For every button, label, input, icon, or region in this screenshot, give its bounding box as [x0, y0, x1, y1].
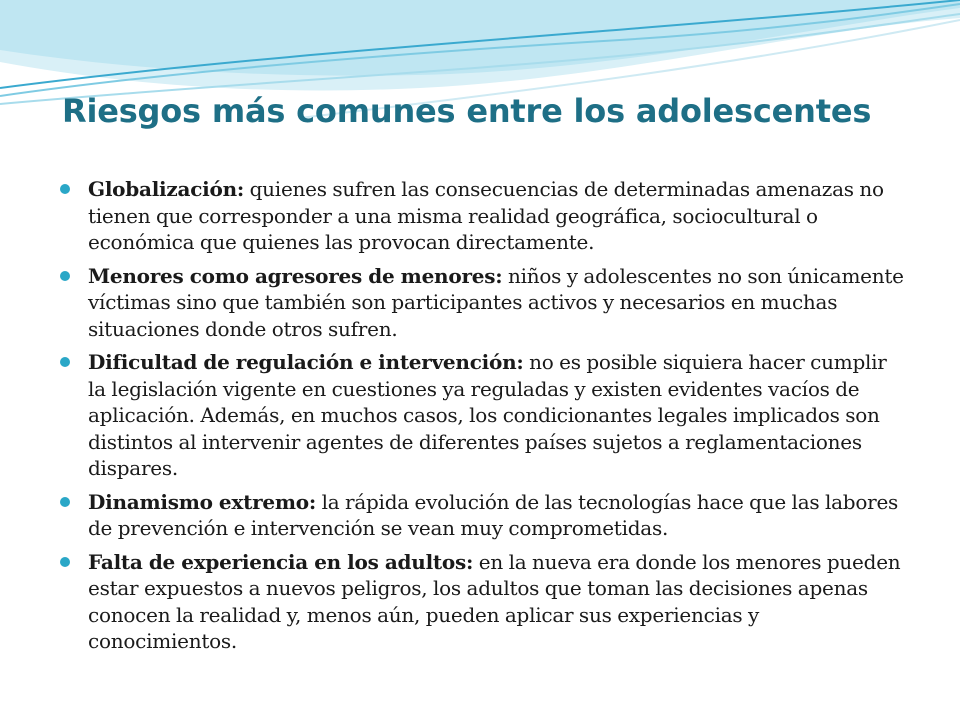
item-text: la rápida evolución de las tecnologías hace que las labores de prevención e intervención se vean muy comprometidas.	[88, 489, 899, 540]
list-item-menores-agresores	[0, 263, 908, 343]
item-text: niños y adolescentes no son únicamente víctimas sino que también son participantes activos y necesarios en muchas situaciones donde otros sufren.	[88, 263, 904, 341]
item-term: Dificultad de regulación e intervención:	[88, 350, 524, 374]
item-text: en la nueva era donde los menores pueden estar expuestos a nuevos peligros, los adultos que toman las decisiones apenas conocen la realidad y, menos aún, pueden aplicar sus experiencias y conocimientos.	[88, 549, 901, 653]
item-text: no es posible siquiera hacer cumplir la legislación vigente en cuestiones ya reguladas y existen evidentes vacíos de aplicación. Además, en muchos casos, los condicionantes legales implicados son distintos al intervenir agentes de diferentes países sujetos a reglamentaciones dispares.	[88, 350, 887, 480]
bullet-dot-icon	[60, 271, 70, 281]
slide-title: Riesgos más comunes entre los adolescentes	[62, 92, 872, 130]
bullet-dot-icon	[60, 357, 70, 367]
list-item-dinamismo	[0, 489, 908, 542]
item-term: Dinamismo extremo:	[88, 489, 316, 514]
bullet-dot-icon	[60, 184, 70, 194]
bullet-dot-icon	[60, 557, 70, 567]
wave-band-mid	[0, 0, 960, 76]
item-term: Menores como agresores de menores:	[88, 263, 503, 288]
list-item-globalizacion	[0, 176, 908, 256]
bullet-list	[0, 176, 960, 662]
list-item-dificultad-regulacion	[0, 349, 908, 482]
item-text: quienes sufren las consecuencias de determinadas amenazas no tienen que corresponder a una misma realidad geográfica, sociocultural o económica que quienes las provocan directamente.	[88, 177, 884, 254]
list-item-falta-experiencia	[0, 549, 908, 655]
item-term: Globalización:	[88, 177, 245, 201]
item-term: Falta de experiencia en los adultos:	[88, 549, 474, 574]
bullet-dot-icon	[60, 497, 70, 507]
